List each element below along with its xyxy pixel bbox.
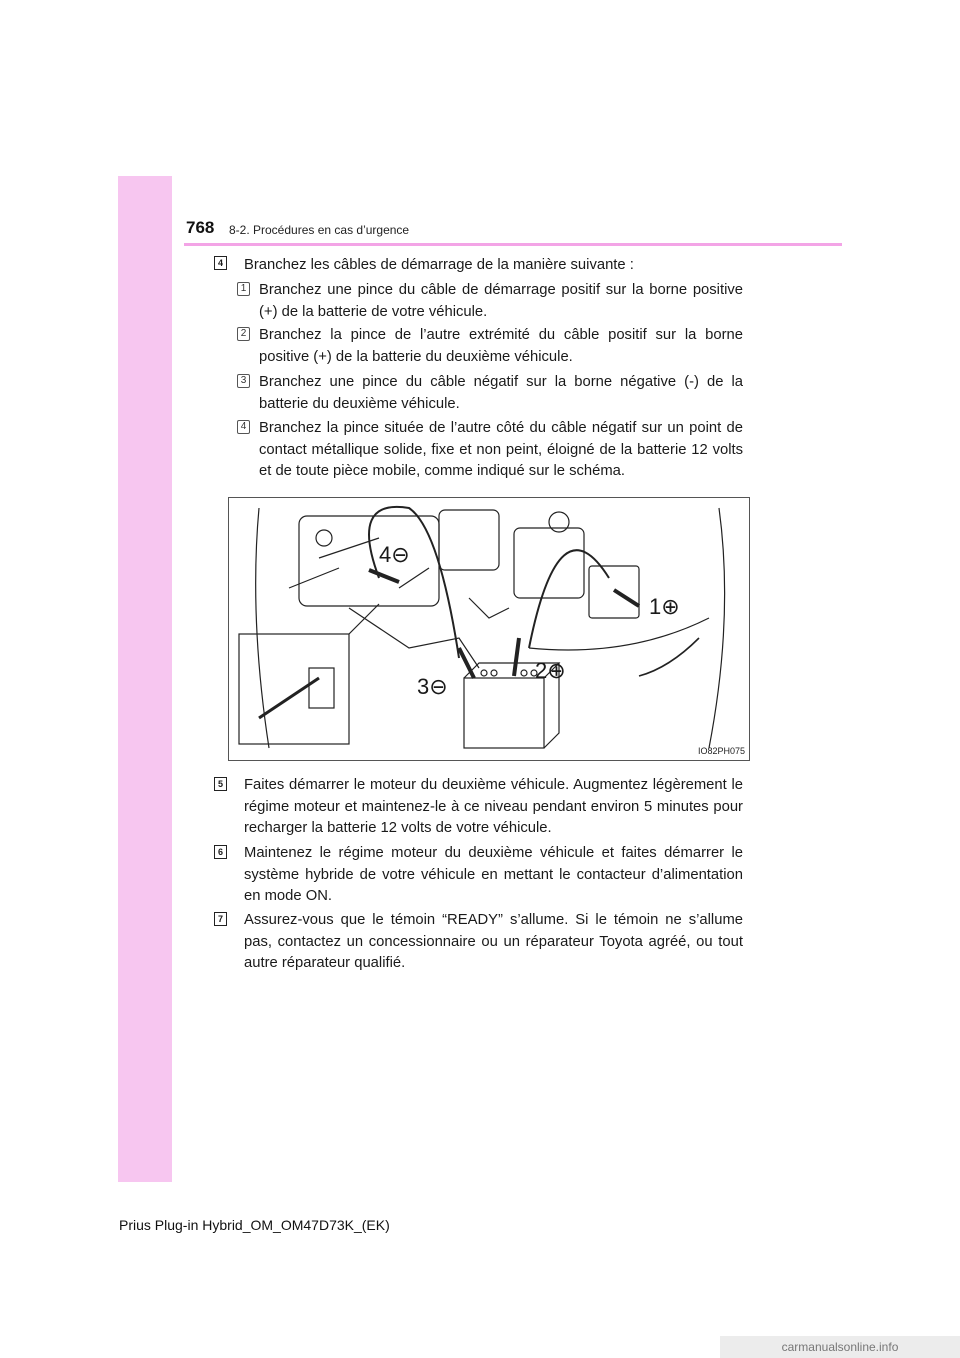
substep-text: Branchez une pince du câble négatif sur la borne négative (-) de la batterie du deuxième véhicule. bbox=[259, 374, 743, 412]
step-number-box: 4 bbox=[214, 256, 227, 270]
section-sidebar-tab bbox=[118, 176, 172, 1182]
header-divider bbox=[184, 243, 842, 246]
jump-start-diagram bbox=[228, 497, 750, 761]
callout-3: 3⊖ bbox=[417, 674, 448, 699]
callout-2: 2⊕ bbox=[535, 658, 566, 683]
step-text: Branchez les câbles de démarrage de la manière suivante : bbox=[244, 257, 634, 273]
substep-text: Branchez la pince de l’autre extrémité du câble positif sur la borne positive (+) de la batterie du deuxième véhicule. bbox=[259, 327, 743, 365]
substep-number: 2 bbox=[237, 327, 250, 341]
callout-4: 4⊖ bbox=[379, 542, 410, 567]
page-number: 768 bbox=[186, 218, 215, 237]
section-title: 8-2. Procédures en cas d’urgence bbox=[229, 223, 410, 237]
substep-text: Branchez la pince située de l’autre côté du câble négatif sur un point de contact métallique solide, fixe et non peint, éloigné de la batterie 12 volts et de toute pièce mobile, comme indiqué sur le schéma. bbox=[259, 420, 743, 479]
step-text: Assurez-vous que le témoin “READY” s’allume. Si le témoin ne s’allume pas, contactez un concessionnaire ou un réparateur Toyota agréé, ou tout autre réparateur qualifié. bbox=[244, 912, 743, 971]
document-footer-id: Prius Plug-in Hybrid_OM_OM47D73K_(EK) bbox=[119, 1217, 390, 1233]
figure-code: IO82PH075 bbox=[697, 746, 745, 756]
step-number-box: 6 bbox=[214, 845, 227, 859]
substep-number: 1 bbox=[237, 282, 250, 296]
step-number-box: 5 bbox=[214, 777, 227, 791]
watermark: carmanualsonline.info bbox=[720, 1336, 960, 1358]
step-text: Maintenez le régime moteur du deuxième véhicule et faites démarrer le système hybride de votre véhicule en mettant le contacteur d’alimentation en mode ON. bbox=[244, 845, 743, 904]
step-number-box: 7 bbox=[214, 912, 227, 926]
step-text: Faites démarrer le moteur du deuxième véhicule. Augmentez légèrement le régime moteur et maintenez-le à ce niveau pendant environ 5 minutes pour recharger la batterie 12 volts de votre véhicule. bbox=[244, 777, 743, 836]
substep-number: 3 bbox=[237, 374, 250, 388]
callout-1: 1⊕ bbox=[649, 594, 680, 619]
engine-bay-illustration bbox=[229, 498, 749, 760]
substep-text: Branchez une pince du câble de démarrage positif sur la borne positive (+) de la batterie de votre véhicule. bbox=[259, 282, 743, 320]
substep-number: 4 bbox=[237, 420, 250, 434]
